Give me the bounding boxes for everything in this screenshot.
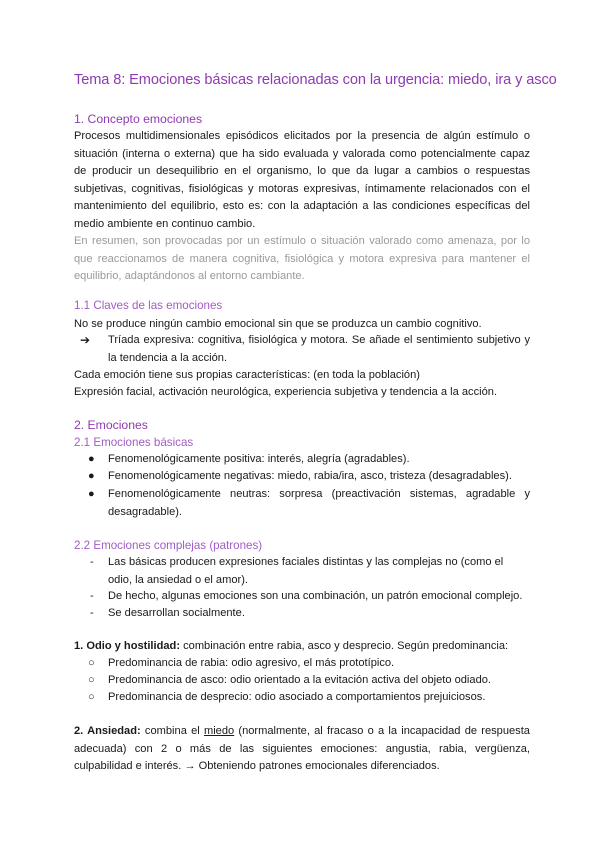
basic-item-3-text: Fenomenológicamente neutras: sorpresa (preactivación sistemas, agradable y desagradable).: [108, 488, 530, 518]
bullet-icon: ●: [88, 488, 95, 500]
ansiedad-post: (normalmente, al fracaso o a la incapacidad de respuesta adecuada) con 2 o más de las siguientes emociones: angustia, rabia, vergüenza, culpabilidad e interés. → Obteniendo patrones emocionales diferenciados.: [74, 725, 530, 772]
complex-item-2: [74, 588, 530, 606]
dash-icon: -: [90, 590, 94, 602]
arrow-icon: ➔: [80, 333, 91, 347]
basic-item-1: [74, 451, 530, 469]
claves-line-1: No se produce ningún cambio emocional sin que se produzca un cambio cognitivo.: [74, 318, 482, 330]
section-heading-concepto: 1. Concepto emociones: [74, 112, 203, 126]
bullet-icon: ●: [88, 470, 95, 482]
odio-line: [74, 640, 508, 652]
complex-item-3-text: Se desarrollan socialmente.: [108, 607, 245, 619]
claves-line-2: Cada emoción tiene sus propias características: (en toda la población): [74, 369, 420, 381]
basic-item-3: [74, 486, 530, 521]
dash-icon: -: [90, 556, 94, 568]
ansiedad-paragraph: [74, 723, 530, 776]
basic-item-1-text: Fenomenológicamente positiva: interés, alegría (agradables).: [108, 453, 410, 465]
ansiedad-label: 2. Ansiedad:: [74, 725, 141, 737]
odio-item-3-text: Predominancia de desprecio: odio asociado a comportamientos prejuiciosos.: [108, 691, 486, 703]
complex-item-2-text: De hecho, algunas emociones son una combinación, un patrón emocional complejo.: [108, 590, 523, 602]
claves-line-3: Expresión facial, activación neurológica, experiencia subjetiva y tendencia a la acción.: [74, 386, 498, 398]
claves-arrow-item: [74, 332, 530, 367]
complex-item-1-text: Las básicas producen expresiones faciales distintas y las complejas no (como el odio, la ansiedad o el amor).: [108, 556, 504, 586]
odio-item-3: [74, 689, 530, 707]
section-heading-basicas: 2.1 Emociones básicas: [74, 436, 194, 449]
odio-item-2-text: Predominancia de asco: odio orientado a la evitación activa del objeto odiado.: [108, 674, 491, 686]
claves-arrow-text: Tríada expresiva: cognitiva, fisiológica y motora. Se añade el sentimiento subjetivo y la tendencia a la acción.: [108, 334, 530, 364]
section-heading-claves: 1.1 Claves de las emociones: [74, 299, 223, 312]
complex-item-1: [74, 554, 530, 589]
hollow-bullet-icon: ○: [88, 674, 95, 686]
complex-item-3: [74, 605, 530, 623]
bullet-icon: ●: [88, 453, 95, 465]
concepto-paragraph: Procesos multidimensionales episódicos elicitados por la presencia de algún estímulo o situación (interna o externa) que ha sido evaluada y valorada como potencialmente capaz de producir un desequilibrio en el organismo, lo que da lugar a cambios o respuestas subjetivas, cognitivas, fisiológicas y motoras expresivas, íntimamente relacionados con el mantenimiento del equilibrio, esto es: con la adaptación a las condiciones específicas del medio ambiente en continuo cambio.: [74, 130, 530, 230]
document-title: Tema 8: Emociones básicas relacionadas con la urgencia: miedo, ira y asco: [74, 72, 557, 88]
dash-icon: -: [90, 607, 94, 619]
odio-item-1: [74, 655, 530, 673]
ansiedad-underlined: miedo: [203, 725, 235, 737]
concepto-summary: En resumen, son provocadas por un estímulo o situación valorado como amenaza, por lo que reaccionamos de manera cognitiva, fisiológica y motora expresiva para mantener el equilibrio, adaptándonos al entorno cambiante.: [74, 235, 530, 282]
basic-item-2: [74, 468, 530, 486]
odio-text: combinación entre rabia, asco y desprecio. Según predominancia:: [180, 640, 509, 652]
hollow-bullet-icon: ○: [88, 657, 95, 669]
section-heading-complejas: 2.2 Emociones complejas (patrones): [74, 539, 263, 552]
section-heading-emociones: 2. Emociones: [74, 418, 148, 432]
ansiedad-pre: combina el: [140, 725, 204, 737]
hollow-bullet-icon: ○: [88, 691, 95, 703]
basic-item-2-text: Fenomenológicamente negativas: miedo, rabia/ira, asco, tristeza (desagradables).: [108, 470, 512, 482]
odio-item-2: [74, 672, 530, 690]
odio-label: 1. Odio y hostilidad:: [74, 640, 181, 652]
odio-item-1-text: Predominancia de rabia: odio agresivo, el más prototípico.: [108, 657, 395, 669]
